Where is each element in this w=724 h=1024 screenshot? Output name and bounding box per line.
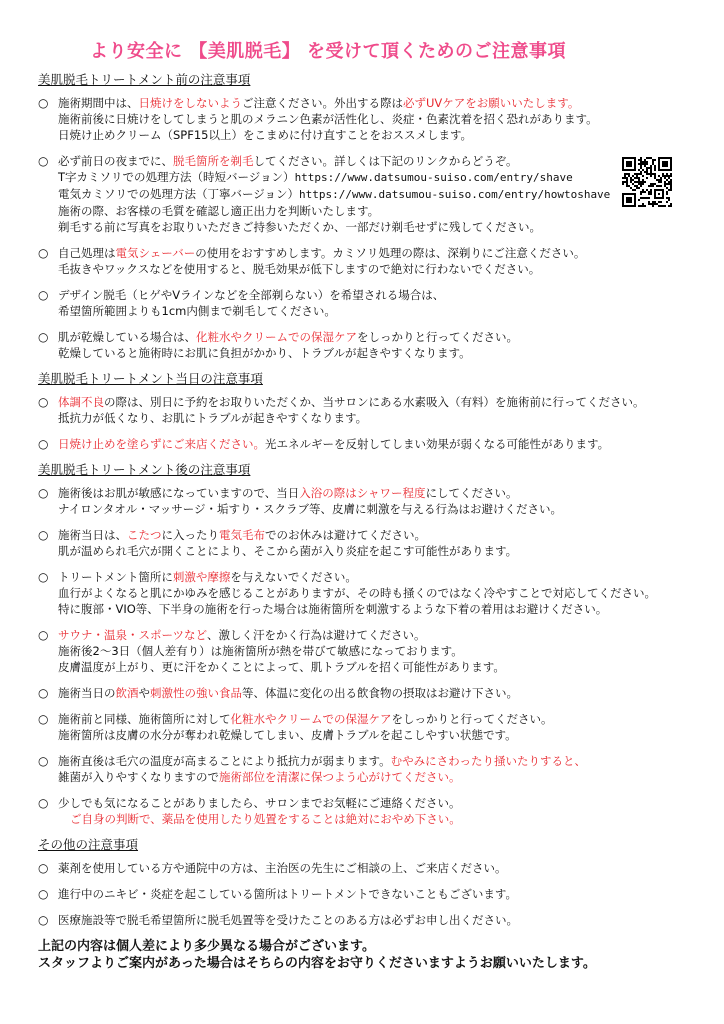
- notice-text: 進行中のニキビ・炎症を起こしている箇所はトリートメントできないこともございます。: [58, 887, 517, 901]
- section-after-treatment: [38, 462, 724, 827]
- bullet-circle: ○: [38, 570, 49, 584]
- notice-item: [38, 912, 724, 928]
- notice-line: [58, 585, 724, 601]
- bullet-circle: ○: [38, 686, 49, 700]
- section-treatment-day: [38, 371, 724, 452]
- notice-item: [38, 95, 724, 143]
- emphasis-text: 体調不良: [58, 395, 104, 409]
- notice-text: 希望箇所範囲よりも1cm内側まで剃毛してください。: [58, 304, 336, 318]
- notice-item: [38, 627, 724, 675]
- notice-line: [58, 601, 724, 617]
- notice-text: 施術の際、お客様の毛質を確認し適正出力を判断いたします。: [58, 204, 380, 218]
- notice-line: [58, 303, 724, 319]
- notice-text: 等、体温に変化の出る飲食物の摂取はお避け下さい。: [242, 686, 518, 700]
- section-heading: 美肌脱毛トリートメント当日の注意事項: [38, 371, 263, 386]
- notice-text: 施術前と同様、施術箇所に対して: [58, 712, 231, 726]
- document-title: より安全に 【美肌脱毛】 を受けて頂くためのご注意事項: [90, 41, 567, 62]
- notice-line: [58, 811, 724, 827]
- notice-text: 施術当日は、: [58, 528, 127, 542]
- notice-item: [38, 753, 724, 785]
- notice-line: [58, 501, 724, 517]
- notice-text: 少しでも気になることがありましたら、サロンまでお気軽にご連絡ください。: [58, 796, 461, 810]
- notice-text: 施術後はお肌が敏感になっていますので、当日: [58, 486, 300, 500]
- notice-text: 毛抜きやワックスなどを使用すると、脱毛効果が低下しますので絶対に行わないでください。: [58, 262, 541, 276]
- section-before-treatment: [38, 72, 724, 361]
- notice-item: [38, 329, 724, 361]
- bullet-circle: ○: [38, 628, 49, 642]
- notice-text: の使用をおすすめします。カミソリ処理の際は、深剃りにご注意ください。: [195, 246, 586, 260]
- notice-text: してください。詳しくは下記のリンクからどうぞ。: [253, 154, 518, 168]
- notice-item: [38, 795, 724, 827]
- qr-alignment: [654, 189, 664, 199]
- section-heading: 美肌脱毛トリートメント後の注意事項: [38, 462, 251, 477]
- notice-text: デザイン脱毛（ヒゲやVラインなどを全部剃らない）を希望される場合は、: [58, 288, 445, 302]
- url-text: https://www.datsumou-suiso.com/entry/howtoshave: [299, 188, 611, 201]
- notice-text: 乾燥していると施術時にお肌に負担がかかり、トラブルが起きやすくなります。: [58, 346, 471, 360]
- notice-line: [58, 127, 724, 143]
- notice-text: 施術後2～3日（個人差有り）は施術箇所が熱を帯びて敏感になっております。: [58, 644, 463, 658]
- notice-line: [58, 543, 724, 559]
- notice-text: 施術前後に日焼けをしてしまうと肌のメラニン色素が活性化し、炎症・色素沈着を招く恐れがあります。: [58, 112, 598, 126]
- emphasis-text: ご自身の判断で、薬品を使用したり処置をすることは絶対におやめ下さい。: [70, 812, 461, 826]
- bullet-circle: ○: [38, 246, 49, 260]
- notice-line: [58, 95, 724, 111]
- notice-item: [38, 886, 724, 902]
- notice-text: 自己処理は: [58, 246, 116, 260]
- notice-text: 必ず前日の夜までに、: [58, 154, 173, 168]
- notice-text: 薬剤を使用している方や通院中の方は、主治医の先生にご相談の上、ご来店ください。: [58, 861, 507, 875]
- notice-line: [58, 711, 724, 727]
- notice-line: [58, 261, 724, 277]
- bullet-circle: ○: [38, 796, 49, 810]
- notice-item: [38, 527, 724, 559]
- bullet-circle: ○: [38, 528, 49, 542]
- emphasis-text: サウナ・温泉・スポーツなど: [58, 628, 208, 642]
- notice-line: [58, 245, 724, 261]
- notice-line: [58, 219, 724, 235]
- notice-text: 肌が温められ毛穴が開くことにより、そこから菌が入り炎症を起こす可能性があります。: [58, 544, 518, 558]
- notice-line: [58, 643, 724, 659]
- notice-line: [58, 727, 724, 743]
- qr-finder-top-left: [622, 157, 636, 171]
- bullet-circle: ○: [38, 754, 49, 768]
- notice-line: [58, 345, 724, 361]
- bullet-circle: ○: [38, 913, 49, 927]
- bullet-circle: ○: [38, 861, 49, 875]
- bullet-circle: ○: [38, 330, 49, 344]
- emphasis-text: 日焼け止めを塗らずにご来店ください。: [58, 437, 265, 451]
- notice-text: 医療施設等で脱毛希望箇所に脱毛処置等を受けたことのある方は必ずお申し出ください。: [58, 913, 518, 927]
- closing-note-line: 上記の内容は個人差により多少異なる場合がございます。: [38, 939, 375, 954]
- emphasis-text: 飲酒: [115, 686, 139, 700]
- notice-text: に入ったり: [161, 528, 219, 542]
- notice-text: 施術箇所は皮膚の水分が奪われ乾燥してしまい、皮膚トラブルを起こしやすい状態です。: [58, 728, 517, 742]
- notice-line: [58, 795, 724, 811]
- notice-text: をしっかりと行ってください。: [357, 330, 518, 344]
- url-text: https://www.datsumou-suiso.com/entry/shave: [294, 171, 573, 184]
- notice-text: の際は、別日に予約をお取りいただくか、当サロンにある水素吸入（有料）を施術前に行ってください。: [104, 395, 645, 409]
- emphasis-text: 化粧水やクリームでの保湿ケア: [230, 712, 392, 726]
- bullet-circle: ○: [38, 96, 49, 110]
- notice-item: [38, 685, 724, 701]
- notice-text: をしっかりと行ってください。: [391, 712, 553, 726]
- emphasis-text: 化粧水やクリームでの保湿ケア: [196, 330, 357, 344]
- notice-line: [58, 485, 724, 501]
- notice-text: 光エネルギーを反射してしまい効果が弱くなる可能性があります。: [265, 437, 610, 451]
- notice-line: [58, 287, 724, 303]
- notice-line: [58, 410, 724, 426]
- closing-note-line: スタッフよりご案内があった場合はそちらの内容をお守りくださいますようお願いいたします。: [38, 956, 596, 971]
- notice-text: ナイロンタオル・マッサージ・垢すり・スクラブ等、皮膚に刺激を与える行為はお避けください。: [58, 502, 563, 516]
- notice-item: [38, 245, 724, 277]
- notice-line: [58, 886, 724, 902]
- notice-text: にしてください。: [425, 486, 518, 500]
- notice-text: 肌が乾燥している場合は、: [58, 330, 196, 344]
- notice-text: でのお休みは避けてください。: [265, 528, 426, 542]
- emphasis-text: 刺激性の強い食品: [150, 686, 242, 700]
- bullet-circle: ○: [38, 712, 49, 726]
- notice-line: [58, 329, 724, 345]
- notice-text: 剃毛する前に写真をお取りいただきご持参いただくか、一部だけ剃毛せずに残してください。: [58, 220, 541, 234]
- notice-text: 血行がよくなると肌にかゆみを感じることがありますが、その時も掻くのではなく冷やすことで対応してください。: [58, 586, 656, 600]
- section-heading: その他の注意事項: [38, 837, 139, 852]
- qr-finder-top-right: [658, 157, 672, 171]
- notice-text: や: [138, 686, 150, 700]
- notice-text: を与えないでください。: [230, 570, 357, 584]
- notice-line: [58, 769, 724, 785]
- notice-text: 、激しく汗をかく行為は避けてください。: [207, 628, 426, 642]
- notice-line: [58, 436, 724, 452]
- notice-text: 皮膚温度が上がり、更に汗をかくことによって、肌トラブルを招く可能性があります。: [58, 660, 505, 674]
- notice-text: 抵抗力が低くなり、お肌にトラブルが起きやすくなります。: [58, 411, 368, 425]
- emphasis-text: 電気毛布: [219, 528, 265, 542]
- notice-line: [58, 394, 724, 410]
- notice-item: [38, 485, 724, 517]
- section-other: [38, 837, 724, 928]
- closing-note: [38, 938, 724, 972]
- emphasis-text: 刺激や摩擦: [172, 570, 231, 584]
- notice-text: 電気カミソリでの処理方法（丁寧バージョン）: [58, 187, 300, 201]
- notice-line: [58, 685, 724, 701]
- notice-line: [58, 753, 724, 769]
- notice-text: T字カミソリでの処理方法（時短バージョン）: [58, 170, 295, 184]
- emphasis-text: 入浴の際はシャワー程度: [299, 486, 426, 500]
- notice-text: 雑菌が入りやすくなりますので: [58, 770, 219, 784]
- notice-text: 施術当日の: [58, 686, 116, 700]
- notice-item: [38, 394, 724, 426]
- bullet-circle: ○: [38, 395, 49, 409]
- emphasis-text: 施術部位を清潔に保つよう心がけてください。: [219, 770, 461, 784]
- emphasis-text: 電気シェーバー: [115, 246, 196, 260]
- notice-line: [58, 569, 724, 585]
- notice-item: [38, 860, 724, 876]
- notice-item: [38, 287, 724, 319]
- notice-line: [58, 111, 724, 127]
- notice-line: [58, 627, 724, 643]
- notice-text: 施術期間中は、: [58, 96, 139, 110]
- qr-code: [622, 157, 672, 207]
- emphasis-text: むやみにさわったり掻いたりすると、: [390, 754, 586, 768]
- notice-text: トリートメント箇所に: [58, 570, 173, 584]
- notice-text: ご注意ください。外出する際は: [242, 96, 403, 110]
- qr-finder-bottom-left: [622, 193, 636, 207]
- section-heading: 美肌脱毛トリートメント前の注意事項: [38, 72, 251, 87]
- bullet-circle: ○: [38, 154, 49, 168]
- bullet-circle: ○: [38, 887, 49, 901]
- notice-item: [38, 436, 724, 452]
- notice-line: [58, 527, 724, 543]
- bullet-circle: ○: [38, 486, 49, 500]
- notice-item: [38, 569, 724, 617]
- bullet-circle: ○: [38, 437, 49, 451]
- notice-text: 施術直後は毛穴の温度が高まることにより抵抗力が弱まります。: [58, 754, 391, 768]
- emphasis-text: 脱毛箇所を剃毛: [173, 154, 254, 168]
- notice-text: 特に腹部・VIO等、下半身の施術を行った場合は施術箇所を刺激するような下着の着用はお避けください。: [58, 602, 608, 616]
- notice-line: [58, 659, 724, 675]
- notice-text: 日焼け止めクリーム（SPF15以上）をこまめに付け直すことをおススメします。: [58, 128, 473, 142]
- notice-item: [38, 711, 724, 743]
- bullet-circle: ○: [38, 288, 49, 302]
- notice-line: [58, 860, 724, 876]
- notice-line: [58, 912, 724, 928]
- emphasis-text: 必ずUVケアをお願いいたします。: [403, 96, 580, 110]
- emphasis-text: こたつ: [127, 528, 162, 542]
- emphasis-text: 日焼けをしないよう: [138, 96, 242, 110]
